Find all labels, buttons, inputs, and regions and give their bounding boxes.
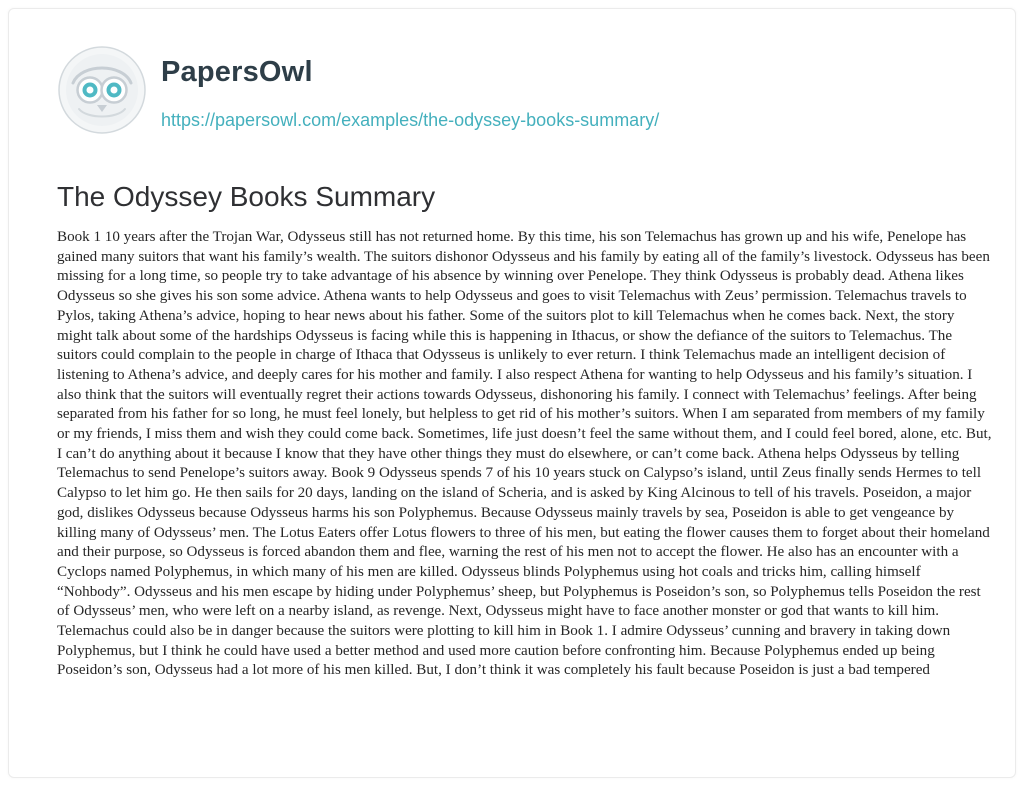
brand-name[interactable]: PapersOwl <box>161 56 313 88</box>
site-header <box>57 45 659 145</box>
brand-block <box>161 55 659 131</box>
owl-logo-icon <box>57 45 147 135</box>
article-body: Book 1 10 years after the Trojan War, Odysseus still has not returned home. By this time, his son Telemachus has grown up and his wife, Penelope has gained many suitors that want his family’s wealth. The suitors dishonor Odysseus and his family by eating all of the family’s livestock. Odysseus has been missing for a long time, so people try to take advantage of his absence by winning over Penelope. They think Odysseus is probably dead. Athena likes Odysseus so she gives his son some advice. Athena wants to help Odysseus and goes to visit Telemachus with Zeus’ permission. Telemachus travels to Pylos, taking Athena’s advice, hoping to hear news about his father. Some of the suitors plot to kill Telemachus when he comes back. Next, the story might talk about some of the hardships Odysseus is facing while this is happening in Ithacus, or show the defiance of the suitors to Telemachus. The suitors could complain to the people in charge of Ithaca that Odysseus is unlikely to ever return. I think Telemachus made an intelligent decision of listening to Athena’s advice, and deeply cares for his mother and family. I also respect Athena for wanting to help Odysseus and his family’s situation. I also think that the suitors will eventually regret their actions towards Odysseus, dishonoring his family. I connect with Telemachus’ feelings. After being separated from his father for so long, he must feel lonely, but helpless to get rid of his mother’s suitors. When I am separated from members of my family or my friends, I miss them and wish they could come back. Sometimes, life just doesn’t feel the same without them, and I could feel bored, alone, etc. But, I can’t do anything about it because I know that they have other things they must do elsewhere, or can’t come back. Athena helps Odysseus by telling Telemachus to send Penelope’s suitors away. Book 9 Odysseus spends 7 of his 10 years stuck on Calypso’s island, until Zeus finally sends Hermes to tell Calypso to let him go. He then sails for 20 days, landing on the island of Scheria, and is asked by King Alcinous to tell of his travels. Poseidon, a major god, dislikes Odysseus because Odysseus harms his son Polyphemus. Because Odysseus mainly travels by sea, Poseidon is able to get vengeance by killing many of Odysseus’ men. The Lotus Eaters offer Lotus flowers to three of his men, but eating the flower causes them to forget about their homeland and their purpose, so Odysseus is forced abandon them and flee, warning the rest of his men not to accept the flower. He also has an encounter with a Cyclops named Polyphemus, in which many of his men are killed. Odysseus blinds Polyphemus using hot coals and tricks him, calling himself “Nohbody”. Odysseus and his men escape by hiding under Polyphemus’ sheep, but Polyphemus is Poseidon’s son, so Polyphemus tells Poseidon the rest of Odysseus’ men, who were left on a nearby island, as revenge. Next, Odysseus might have to face another monster or god that wants to kill him. Telemachus could also be in danger because the suitors were plotting to kill him in Book 1. I admire Odysseus’ cunning and bravery in taking down Polyphemus, but I think he could have used a better method and used more caution before confronting him. Because Polyphemus ended up being Poseidon’s son, Odysseus had a lot more of his men killed. But, I don’t think it was completely his fault because Poseidon is just a bad tempered <box>57 229 992 679</box>
article-title: The Odyssey Books Summary <box>57 181 436 212</box>
page-url-link[interactable]: https://papersowl.com/examples/the-odyssey-books-summary/ <box>161 110 660 130</box>
page-card <box>8 8 1016 778</box>
